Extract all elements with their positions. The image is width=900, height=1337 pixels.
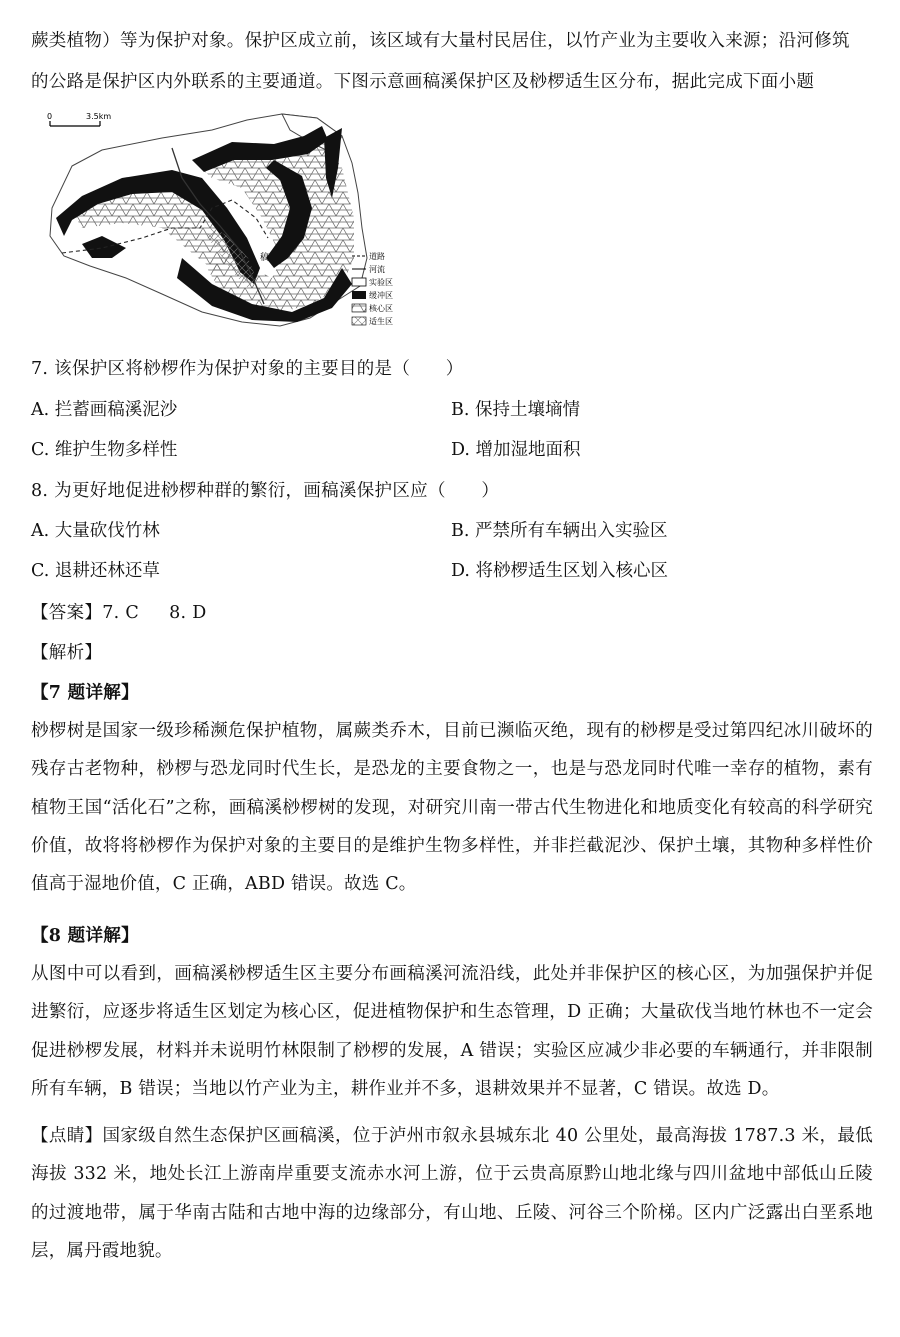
question-8-stem: 8. 为更好地促进桫椤种群的繁衍，画稿溪保护区应（ ） bbox=[31, 481, 500, 501]
q8-option-a: A. 大量砍伐竹林 bbox=[31, 521, 160, 541]
legend-core: 核心区 bbox=[369, 304, 393, 313]
river-label: 稿 bbox=[260, 253, 270, 263]
detail-8-heading: 【8 题详解】 bbox=[31, 926, 139, 946]
reserve-map-svg bbox=[42, 108, 393, 340]
answer-8: 8. D bbox=[169, 603, 207, 623]
detail-8-text: 从图中可以看到，画稿溪桫椤适生区主要分布画稿溪河流沿线，此处并非保护区的核心区，为加强保护并促进繁衍，应逐步将适生区划定为核心区，促进植物保护和生态管理，D 正确；大量砍伐当地竹林也不一定会促进桫椤发展，材料并未说明竹林限制了桫椤的发展，A 错误；实验区应减少非必要的车辆通行，并非限制所有车辆，B 错误；当地以竹产业为主，耕作业并不多，退耕效果并不显著，C 错误。故选 D。 bbox=[31, 964, 873, 1099]
answer-label: 【答案】 bbox=[31, 603, 103, 623]
legend-river: 河流 bbox=[369, 265, 385, 274]
legend-experimental: 实验区 bbox=[369, 278, 393, 287]
legend-suitable: 适生区 bbox=[369, 317, 393, 326]
intro-line-1: 蕨类植物）等为保护对象。保护区成立前，该区域有大量村民居住，以竹产业为主要收入来源；沿河修筑 bbox=[31, 31, 850, 51]
q8-option-c: C. 退耕还林还草 bbox=[31, 561, 160, 581]
answer-7: 7. C bbox=[102, 603, 140, 623]
q7-option-c: C. 维护生物多样性 bbox=[31, 440, 178, 460]
analysis-label: 【解析】 bbox=[31, 643, 103, 663]
answer-line bbox=[31, 599, 207, 624]
scale-bar bbox=[47, 112, 111, 126]
q8-option-d: D. 将桫椤适生区划入核心区 bbox=[451, 561, 669, 581]
scale-distance: 3.5km bbox=[86, 112, 112, 121]
legend-road: 道路 bbox=[369, 252, 385, 261]
q8-option-b: B. 严禁所有车辆出入实验区 bbox=[451, 521, 668, 541]
q7-option-d: D. 增加湿地面积 bbox=[451, 440, 581, 460]
detail-7-heading: 【7 题详解】 bbox=[31, 683, 139, 703]
intro-line-2: 的公路是保护区内外联系的主要通道。下图示意画稿溪保护区及桫椤适生区分布，据此完成下面小题 bbox=[31, 72, 815, 92]
q7-option-a: A. 拦蓄画稿溪泥沙 bbox=[31, 400, 178, 420]
key-point-text: 【点睛】国家级自然生态保护区画稿溪，位于泸州市叙永县城东北 40 公里处，最高海拔 1787.3 米，最低海拔 332 米，地处长江上游南岸重要支流赤水河上游，位于云贵高原黔山地北缘与四川盆地中部低山丘陵的过渡地带，属于华南古陆和古地中海的边缘部分，有山地、丘陵、河谷三个阶梯。区内广泛露出白垩系地层，属丹霞地貌。 bbox=[31, 1126, 873, 1261]
q7-option-b: B. 保持土壤墒情 bbox=[451, 400, 580, 420]
reserve-map bbox=[42, 108, 393, 340]
detail-7-text: 桫椤树是国家一级珍稀濒危保护植物，属蕨类乔木，目前已濒临灭绝，现有的桫椤是受过第四纪冰川破坏的残存古老物种，桫椤与恐龙同时代生长，是恐龙的主要食物之一，也是与恐龙同时代唯一幸存的植物，素有植物王国“活化石”之称，画稿溪桫椤树的发现，对研究川南一带古代生物进化和地质变化有较高的科学研究价值，故将将桫椤作为保护对象的主要目的是维护生物多样性，并非拦截泥沙、保护土壤，其物种多样性价值高于湿地价值，C 正确，ABD 错误。故选 C。 bbox=[31, 721, 873, 895]
legend-buffer: 缓冲区 bbox=[369, 291, 393, 300]
scale-zero: 0 bbox=[47, 112, 53, 121]
question-7-stem: 7. 该保护区将桫椤作为保护对象的主要目的是（ ） bbox=[31, 359, 464, 379]
